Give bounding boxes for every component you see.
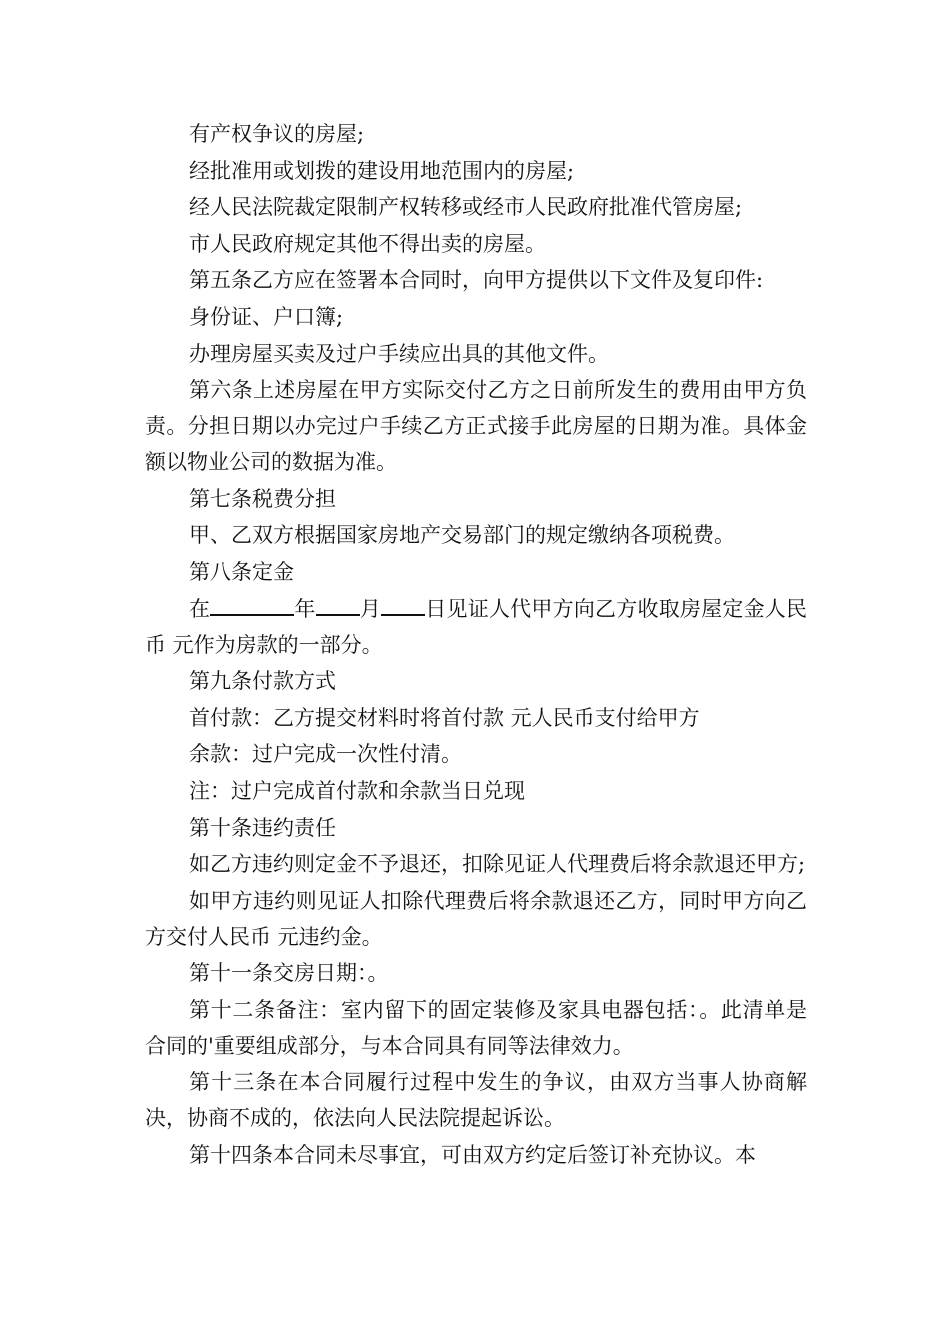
deposit-paragraph <box>145 591 807 663</box>
paragraph: 第九条付款方式 <box>189 669 336 694</box>
paragraph: 办理房屋买卖及过户手续应出具的其他文件。 <box>189 341 609 366</box>
paragraph: 身份证、户口簿; <box>189 304 344 329</box>
paragraph: 第六条上述房屋在甲方实际交付乙方之日前所发生的费用由甲方负责。分担日期以办完过户手续乙方正式接手此房屋的日期为准。具体金额以物业公司的数据为准。 <box>145 378 807 475</box>
paragraph: 注：过户完成首付款和余款当日兑现 <box>189 778 525 803</box>
blank-line <box>210 592 294 616</box>
deposit-prefix: 在 <box>189 596 211 621</box>
paragraph: 第五条乙方应在签署本合同时，向甲方提供以下文件及复印件: <box>189 268 764 293</box>
deposit-year-label: 年 <box>294 596 316 621</box>
paragraph: 甲、乙双方根据国家房地产交易部门的规定缴纳各项税费。 <box>189 523 735 548</box>
paragraph: 如乙方违约则定金不予退还，扣除见证人代理费后将余款退还甲方; <box>189 852 806 877</box>
paragraph: 有产权争议的房屋; <box>189 122 365 146</box>
document-body <box>145 116 807 1174</box>
paragraph: 经人民法院裁定限制产权转移或经市人民政府批准代管房屋; <box>189 195 743 220</box>
paragraph: 第七条税费分担 <box>189 486 336 511</box>
paragraph: 第十一条交房日期：。 <box>189 961 389 986</box>
paragraph: 如甲方违约则见证人扣除代理费后将余款退还乙方，同时甲方向乙方交付人民币 元违约金。 <box>145 888 807 949</box>
paragraph: 第十四条本合同未尽事宜，可由双方约定后签订补充协议。本 <box>189 1143 756 1168</box>
paragraph: 第十条违约责任 <box>189 815 336 840</box>
paragraph: 市人民政府规定其他不得出卖的房屋。 <box>189 231 546 256</box>
deposit-month-label: 月 <box>359 596 382 621</box>
paragraph: 第十三条在本合同履行过程中发生的争议，由双方当事人协商解决，协商不成的，依法向人民法院提起诉讼。 <box>145 1070 807 1131</box>
paragraph: 余款：过户完成一次性付清。 <box>189 742 462 767</box>
paragraph: 第十二条备注：室内留下的固定装修及家具电器包括：。此清单是合同的'重要组成部分，与本合同具有同等法律效力。 <box>145 997 807 1058</box>
paragraph: 第八条定金 <box>189 559 294 584</box>
paragraph: 经批准用或划拨的建设用地范围内的房屋; <box>189 158 575 183</box>
blank-line <box>381 592 425 616</box>
paragraph: 首付款：乙方提交材料时将首付款 元人民币支付给甲方 <box>189 705 700 730</box>
deposit-suffix: 日见证人代甲方向乙方收取房屋定金人民币 元作为房款的一部分。 <box>145 596 808 657</box>
blank-line <box>316 592 360 616</box>
